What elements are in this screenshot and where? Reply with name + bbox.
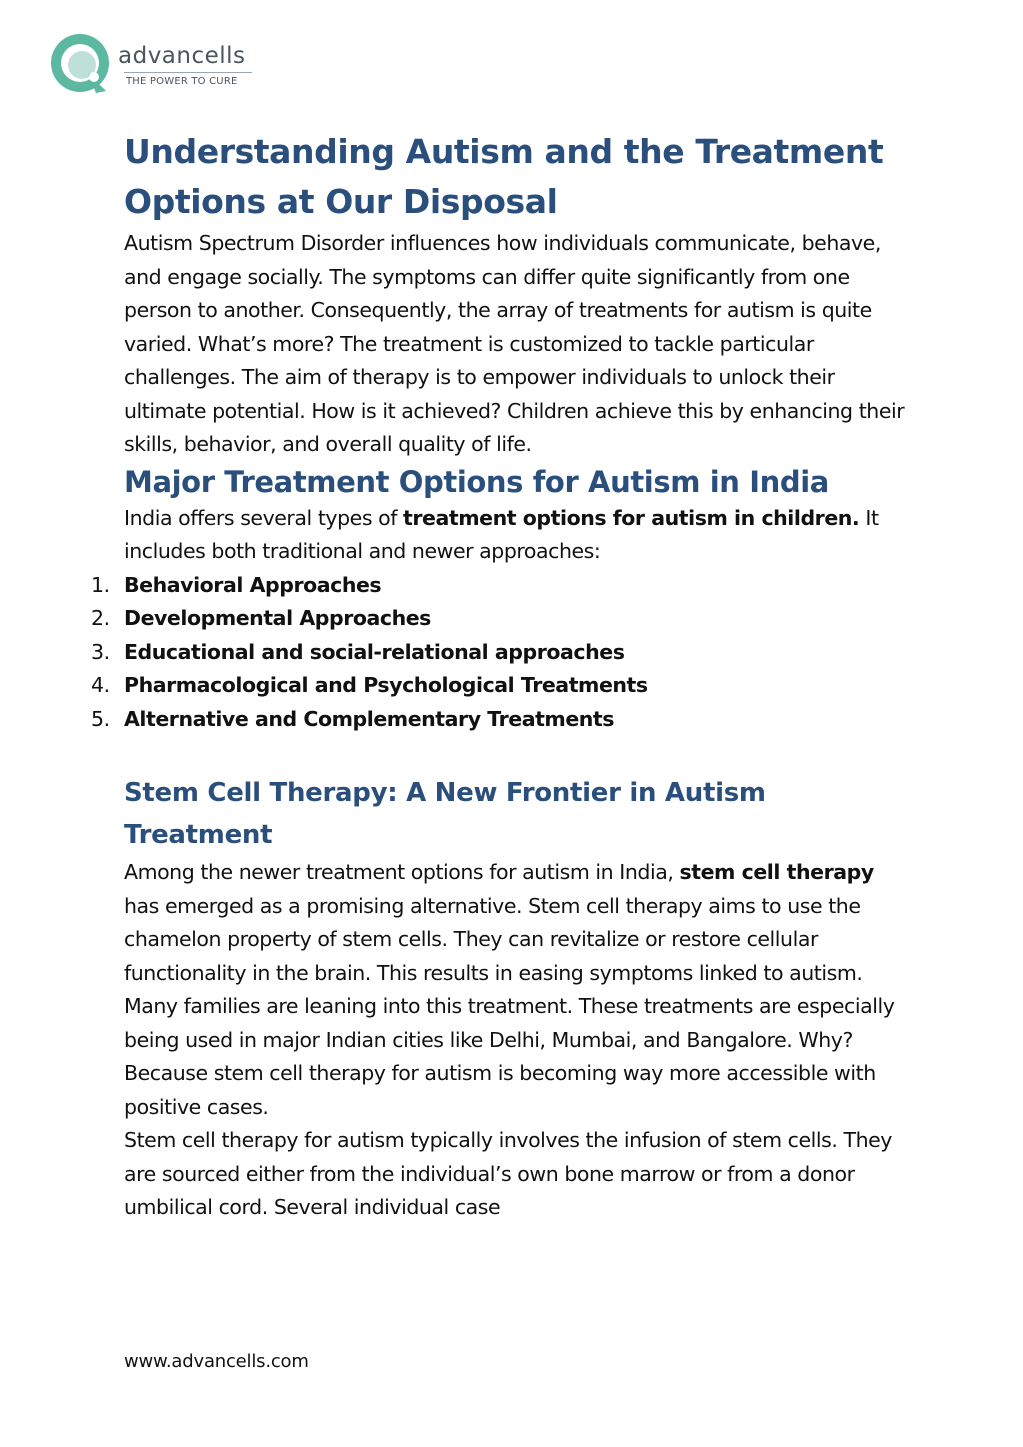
list-item-label: Pharmacological and Psychological Treatments (124, 673, 648, 697)
list-item (91, 602, 914, 636)
section2-title: Major Treatment Options for Autism in India (124, 464, 829, 499)
treatment-options-list (91, 569, 914, 737)
list-item (91, 669, 914, 703)
footer-url: www.advancells.com (124, 1351, 309, 1372)
list-item (91, 636, 914, 670)
section2-intro-after: It includes both traditional and newer approaches: (124, 505, 879, 563)
list-item-number: 2. (91, 606, 110, 630)
section3-p1-before: Among the newer treatment options for autism in India, (124, 860, 680, 884)
list-item (91, 703, 914, 737)
advancells-logo-icon (50, 33, 114, 97)
logo-tagline: THE POWER TO CURE (126, 76, 238, 87)
list-item-label: Behavioral Approaches (124, 572, 382, 597)
list-item-label: Alternative and Complementary Treatments (124, 706, 615, 731)
logo-divider (124, 72, 252, 73)
section-spacer (124, 736, 914, 772)
section3-paragraph-2: Stem cell therapy for autism typically involves the infusion of stem cells. They are sourced either from the individual’s own bone marrow or from a donor umbilical cord. Several individual case (124, 1128, 892, 1219)
stem-cell-therapy-emphasis: stem cell therapy (679, 860, 874, 884)
section1-body: Autism Spectrum Disorder influences how individuals communicate, behave, and engage socially. The symptoms can differ quite significantly from one person to another. Consequently, the array of treatments for autism is quite varied. What’s more? The treatment is customized to tackle particular challenges. The aim of therapy is to empower individuals to unlock their ultimate potential. How is it achieved? Children achieve this by enhancing their skills, behavior, and overall quality of life. (124, 231, 905, 456)
section3-paragraph-1 (124, 856, 914, 1124)
section1-title: Understanding Autism and the Treatment Options at Our Disposal (124, 132, 884, 221)
document-body (91, 127, 914, 1225)
list-item-number: 3. (91, 639, 110, 664)
list-item-label: Educational and social-relational approaches (124, 639, 625, 664)
list-item-number: 1. (91, 572, 110, 597)
list-item-number: 4. (91, 673, 110, 697)
advancells-logo (50, 33, 270, 97)
list-item (91, 569, 914, 603)
list-item-number: 5. (91, 706, 110, 731)
treatment-options-link-text: treatment options for autism in children. (403, 505, 860, 530)
section3-p1-after: has emerged as a promising alternative. Stem cell therapy aims to use the chamelon property of stem cells. They can revitalize or restore cellular functionality in the brain. This results in easing symptoms linked to autism. Many families are leaning into this treatment. These treatments are especially being used in major Indian cities like Delhi, Mumbai, and Bangalore. Why? Because stem cell therapy for autism is becoming way more accessible with positive cases. (124, 893, 895, 1119)
logo-wordmark: advancells (118, 43, 246, 69)
section2-intro-before: India offers several types of (124, 505, 404, 530)
section2-intro (124, 502, 914, 569)
section3-title: Stem Cell Therapy: A New Frontier in Autism Treatment (124, 778, 766, 850)
list-item-label: Developmental Approaches (124, 606, 431, 630)
